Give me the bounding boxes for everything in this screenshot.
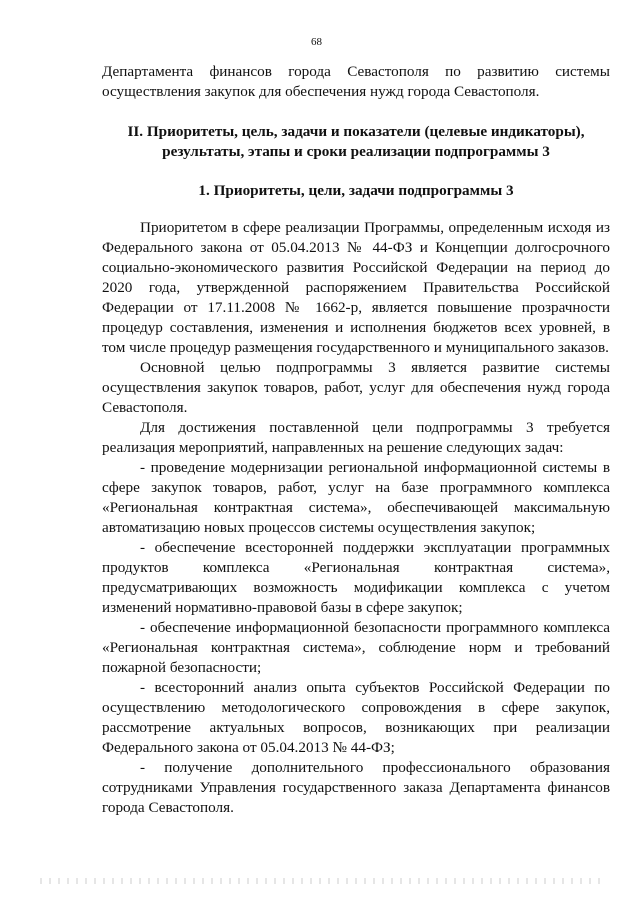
intro-paragraph: Департамента финансов города Севастополя по развитию системы осуществления закупок для обеспечения нужд города Севастополя. (102, 63, 610, 100)
task-item: - проведение модернизации региональной информационной системы в сфере закупок товаров, работ, услуг на базе программного комплекса «Региональная контрактная система», обеспечивающей максимальную автоматизацию новых процессов системы осуществления закупок; (102, 459, 610, 536)
task-item: - обеспечение всесторонней поддержки эксплуатации программных продуктов комплекса «Региональная контрактная система», предусматривающих возможность модификации комплекса с учетом изменений нормативно-правовой базы в сфере закупок; (102, 539, 610, 616)
paragraph-goal: Основной целью подпрограммы 3 является развитие системы осуществления закупок товаров, работ, услуг для обеспечения нужд города Севастополя. (102, 359, 610, 416)
section-title: II. Приоритеты, цель, задачи и показатели (целевые индикаторы), результаты, этапы и сроки реализации подпрограммы 3 (127, 123, 585, 160)
document-body (102, 62, 610, 818)
subsection-title: 1. Приоритеты, цели, задачи подпрограммы 3 (198, 182, 514, 199)
paragraph-tasks-intro: Для достижения поставленной цели подпрограммы 3 требуется реализация мероприятий, направленных на решение следующих задач: (102, 419, 610, 456)
page-number: 68 (311, 36, 322, 48)
scan-artifact (40, 878, 600, 884)
task-item: - обеспечение информационной безопасности программного комплекса «Региональная контрактная система», соблюдение норм и требований пожарной безопасности; (102, 619, 610, 676)
paragraph-priority: Приоритетом в сфере реализации Программы, определенным исходя из Федерального закона от 05.04.2013 № 44-ФЗ и Концепции долгосрочного социально-экономического развития Российской Федерации на период до 2020 года, утвержденной распоряжением Правительства Российской Федерации от 17.11.2008 № 1662-р, является повышение прозрачности процедур составления, изменения и исполнения бюджетов всех уровней, в том числе процедур размещения государственного и муниципального заказов. (102, 219, 610, 356)
task-item: - получение дополнительного профессионального образования сотрудниками Управления государственного заказа Департамента финансов города Севастополя. (102, 759, 610, 816)
task-item: - всесторонний анализ опыта субъектов Российской Федерации по осуществлению методологического сопровождения в сфере закупок, рассмотрение актуальных вопросов, возникающих при реализации Федерального закона от 05.04.2013 № 44-ФЗ; (102, 679, 610, 756)
